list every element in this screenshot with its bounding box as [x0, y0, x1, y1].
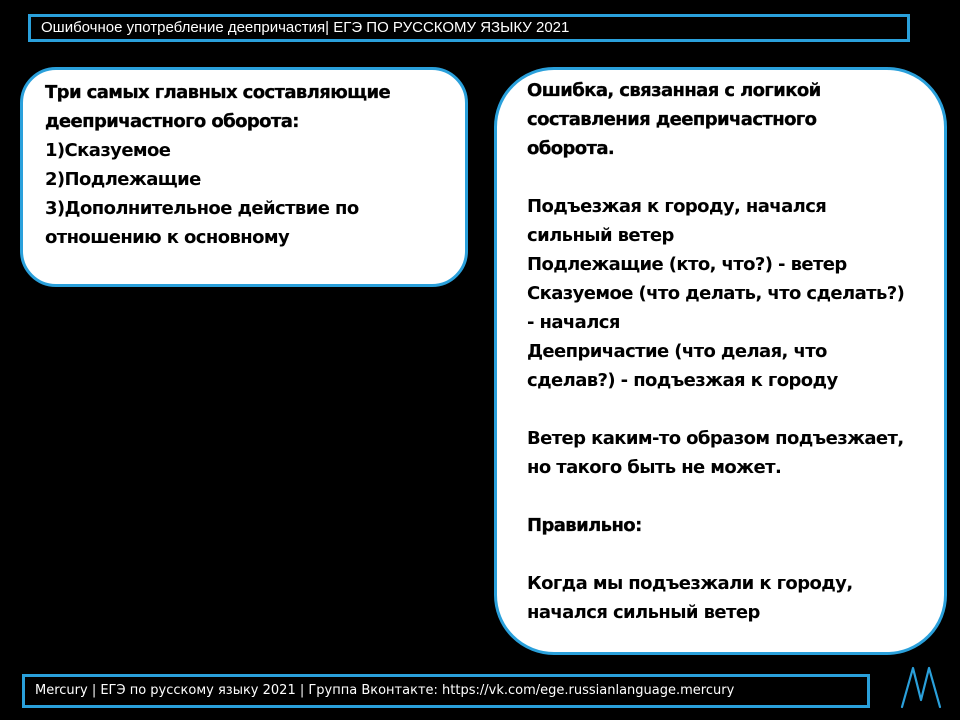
- slide-title-bar: [28, 14, 910, 42]
- example-line-1: Подъезжая к городу, начался: [527, 196, 827, 217]
- explanation-line-2: но такого быть не может.: [527, 457, 782, 478]
- correct-line-1: Когда мы подъезжали к городу,: [527, 573, 853, 594]
- analysis-line-3: - начался: [527, 312, 620, 333]
- error-heading-line-1: Ошибка, связанная с логикой: [527, 80, 821, 101]
- components-heading-line-2: деепричастного оборота:: [45, 111, 299, 132]
- spacer: [527, 163, 928, 192]
- components-heading-line-1: Три самых главных составляющие: [45, 82, 391, 103]
- spacer: [527, 482, 928, 511]
- explanation-line-1: Ветер каким-то образом подъезжает,: [527, 428, 904, 449]
- correct-line-2: начался сильный ветер: [527, 602, 760, 623]
- components-card: [20, 67, 468, 287]
- analysis-line-2: Сказуемое (что делать, что сделать?): [527, 283, 905, 304]
- component-item-3-line-1: 3)Дополнительное действие по: [45, 198, 359, 219]
- error-heading-line-2: составления деепричастного: [527, 109, 817, 130]
- correct-label: Правильно:: [527, 515, 642, 536]
- mercury-m-logo-icon: [898, 662, 944, 710]
- component-item-3-line-2: отношению к основному: [45, 227, 290, 248]
- component-item-1: 1)Сказуемое: [45, 140, 171, 161]
- error-explanation-card: [494, 67, 947, 655]
- footer-bar: [22, 674, 870, 708]
- footer-text: Mercury | ЕГЭ по русскому языку 2021 | Группа Вконтакте: https://vk.com/ege.russianlanguage.mercury: [35, 683, 735, 698]
- slide-title: Ошибочное употребление деепричастия| ЕГЭ ПО РУССКОМУ ЯЗЫКУ 2021: [41, 19, 570, 36]
- analysis-line-4: Деепричастие (что делая, что: [527, 341, 827, 362]
- analysis-line-5: сделав?) - подъезжая к городу: [527, 370, 838, 391]
- analysis-line-1: Подлежащие (кто, что?) - ветер: [527, 254, 847, 275]
- spacer: [527, 540, 928, 569]
- error-heading-line-3: оборота.: [527, 138, 615, 159]
- spacer: [527, 395, 928, 424]
- component-item-2: 2)Подлежащие: [45, 169, 201, 190]
- example-line-2: сильный ветер: [527, 225, 674, 246]
